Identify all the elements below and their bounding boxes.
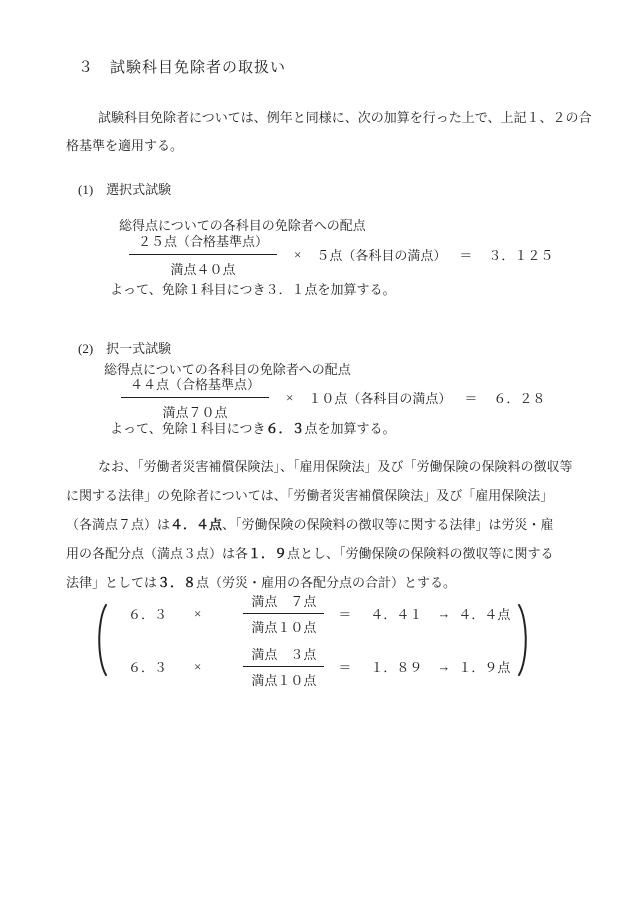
section-1-conclusion: よって、免除１科目につき３．１点を加算する。 [110,282,396,297]
section-1-caption: 総得点についての各科目の免除者への配点 [119,218,366,233]
calc-factor: ６．３ [128,660,168,675]
section-1-fraction-numerator: ２５点（合格基準点） [129,231,277,255]
multiplication-sign: × [194,605,202,621]
section-2-fraction-numerator: ４４点（合格基準点） [121,374,269,398]
note-line-3 [66,510,573,539]
multiplication-sign: × [294,246,302,262]
equals-sign: ＝ [338,660,352,675]
calc-fraction-numerator: 満点 ３点 [243,644,324,667]
note-text: 点とし、「労働保険の保険料の徴収等に関する [287,546,554,561]
calc-fraction-denominator: 満点１０点 [251,620,317,635]
calc-fraction-denominator: 満点１０点 [251,673,317,688]
section-1-fraction [129,231,277,278]
note-line-4 [66,539,573,568]
calc-row [115,644,510,689]
calc-rounded-value: １．９点 [458,660,511,675]
calc-result: ４．４１ [370,607,423,622]
conclusion-text: よって、免除１科目につき [110,421,266,436]
arrow-right-icon: → [437,658,451,674]
calc-result: １．８９ [370,660,423,675]
note-text: 点（労災・雇用の各配分点の合計）とする。 [196,575,457,590]
section-2-multiplier: １０点（各科目の満点） [308,391,452,406]
note-text: 、「労働保険の保険料の徴収等に関する法律」は労災・雇 [222,517,554,532]
note-paragraph [66,452,573,597]
note-text: 用の各配分点（満点３点）は各 [66,546,249,561]
right-paren-icon [516,603,532,677]
note-text: （各満点７点）は [66,517,171,532]
calc-factor: ６．３ [128,607,168,622]
calc-rows [115,591,510,689]
section-2-formula [121,374,545,421]
section-2-fraction [121,374,269,421]
section-2-result: ６．２８ [493,391,546,406]
multiplication-sign: × [286,389,294,405]
calc-rounded-value: ４．４点 [458,607,511,622]
intro-line-1: 試験科目免除者については、例年と同様に、次の加算を行った上で、上記１、２の合 [98,110,592,125]
note-line-2: に関する法律」の免除者については、「労働者災害補償保険法」及び「雇用保険法」 [66,488,554,503]
section-2-caption: 総得点についての各科目の免除者への配点 [104,362,351,377]
conclusion-text: 点を加算する。 [304,421,396,436]
multiplication-sign: × [194,658,202,674]
note-text: 法律」としては [66,575,158,590]
section-1-label: (1) 選択式試験 [78,182,172,197]
arrow-right-icon: → [437,605,451,621]
left-paren-icon [93,603,109,677]
intro-line-2: 格基準を適用する。 [66,138,184,153]
section-1-result: ３．１２５ [488,248,554,263]
calc-fraction [243,591,324,636]
section-2-label: (2) 択一式試験 [78,341,172,356]
section-1-multiplier: ５点（各科目の満点） [316,248,447,263]
section-2-conclusion [110,418,396,437]
note-value: ４．４点 [170,517,223,532]
note-line-1: なお、「労働者災害補償保険法」、「雇用保険法」及び「労働保険の保険料の徴収等 [98,459,573,474]
section-1-fraction-denominator: 満点４０点 [170,262,236,277]
equals-sign: ＝ [338,607,352,622]
section-1-formula [129,231,553,278]
calc-fraction-numerator: 満点 ７点 [243,591,324,614]
calc-bracket [93,591,532,689]
conclusion-value: ６．３ [265,421,305,436]
note-value: １．９ [248,546,288,561]
section-2-fraction-denominator: 満点７０点 [162,405,228,420]
page-title: ３ 試験科目免除者の取扱い [78,60,287,76]
equals-sign: ＝ [464,391,478,406]
equals-sign: ＝ [459,248,473,263]
note-value: ３．８ [157,575,197,590]
calc-row [115,591,510,636]
intro-paragraph [66,104,591,160]
calc-fraction [243,644,324,689]
